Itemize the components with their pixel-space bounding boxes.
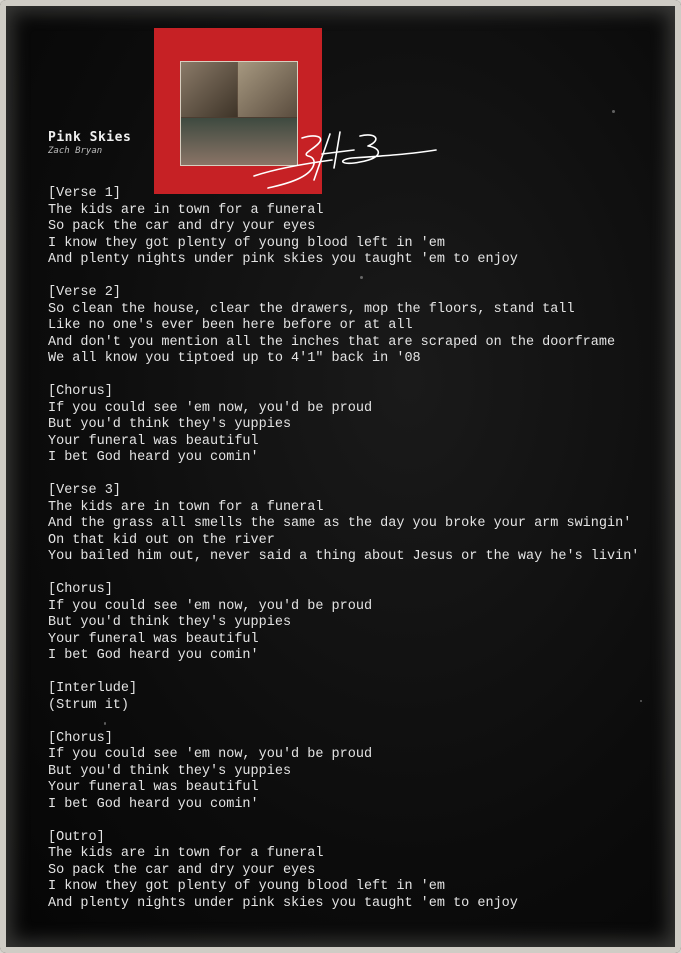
lyric-line: And plenty nights under pink skies you taught 'em to enjoy — [48, 252, 518, 267]
lyric-line: But you'd think they's yuppies — [48, 615, 292, 630]
lyric-line: We all know you tiptoed up to 4'1" back in '08 — [48, 351, 421, 366]
lyrics-section — [48, 582, 668, 665]
lyrics-section — [48, 384, 668, 467]
lyric-line: I bet God heard you comin' — [48, 450, 259, 465]
lyric-line: Your funeral was beautiful — [48, 780, 259, 795]
lyric-line: I know they got plenty of young blood left in 'em — [48, 879, 445, 894]
section-header: [Chorus] — [48, 730, 113, 746]
lyric-line: And the grass all smells the same as the day you broke your arm swingin' — [48, 516, 632, 531]
lyrics-section — [48, 186, 668, 269]
lyric-line: Like no one's ever been here before or at all — [48, 318, 413, 333]
lyric-line: The kids are in town for a funeral — [48, 202, 324, 218]
lyric-line: So pack the car and dry your eyes — [48, 862, 316, 878]
dust-speck — [612, 110, 615, 113]
lyric-line: If you could see 'em now, you'd be proud — [48, 747, 373, 762]
lyric-line: If you could see 'em now, you'd be proud — [48, 598, 373, 614]
lyric-line: But you'd think they's yuppies — [48, 417, 292, 432]
lyric-line: If you could see 'em now, you'd be proud — [48, 400, 373, 416]
section-header: [Interlude] — [48, 681, 138, 696]
song-title: Pink Skies — [48, 130, 132, 145]
lyric-line: I bet God heard you comin' — [48, 648, 259, 663]
section-header: [Verse 1] — [48, 186, 121, 201]
lyric-line: (Strum it) — [48, 697, 130, 713]
lyrics-section — [48, 731, 668, 814]
lyric-line: So pack the car and dry your eyes — [48, 219, 316, 234]
lyric-line: But you'd think they's yuppies — [48, 763, 292, 779]
lyric-line: Your funeral was beautiful — [48, 631, 259, 647]
artist-name: Zach Bryan — [48, 146, 103, 156]
section-header: [Outro] — [48, 829, 105, 845]
lyric-line: I know they got plenty of young blood left in 'em — [48, 235, 445, 251]
lyric-line: Your funeral was beautiful — [48, 433, 259, 449]
lyric-line: I bet God heard you comin' — [48, 796, 259, 812]
lyrics-section — [48, 830, 668, 913]
lyrics-body — [48, 186, 668, 929]
lyrics-section — [48, 285, 668, 368]
lyric-line: On that kid out on the river — [48, 532, 275, 548]
section-header: [Chorus] — [48, 582, 113, 597]
lyric-line: The kids are in town for a funeral — [48, 499, 324, 515]
lyric-line: And plenty nights under pink skies you taught 'em to enjoy — [48, 895, 518, 911]
lyric-line: And don't you mention all the inches that are scraped on the doorframe — [48, 334, 616, 350]
section-header: [Verse 3] — [48, 483, 121, 498]
lyrics-section — [48, 681, 668, 714]
lyric-line: So clean the house, clear the drawers, mop the floors, stand tall — [48, 301, 575, 317]
section-header: [Verse 2] — [48, 285, 121, 300]
lyric-line: The kids are in town for a funeral — [48, 846, 324, 861]
lyric-line: You bailed him out, never said a thing about Jesus or the way he's livin' — [48, 549, 640, 564]
section-header: [Chorus] — [48, 384, 113, 399]
lyrics-section — [48, 483, 668, 566]
